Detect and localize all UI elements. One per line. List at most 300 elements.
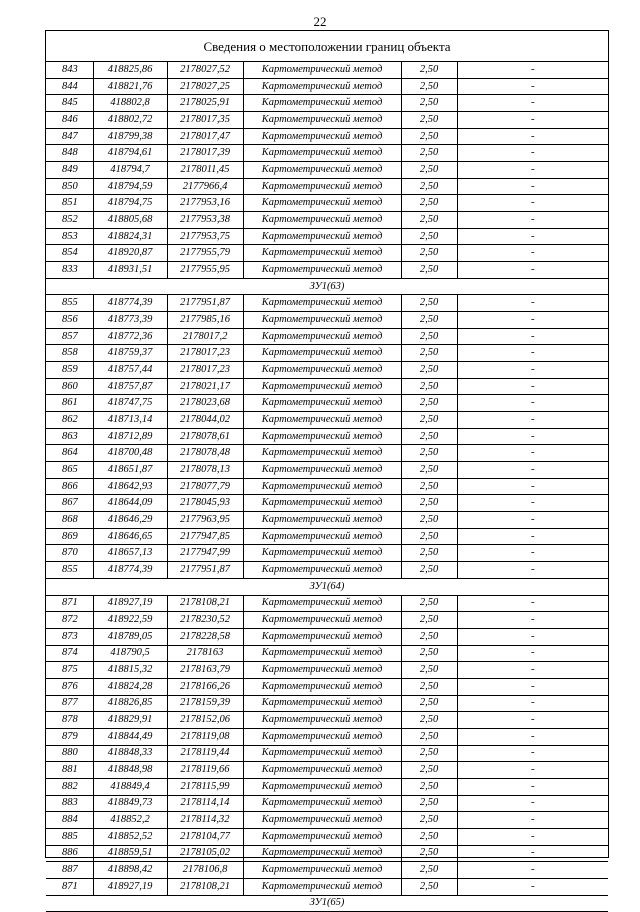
method-cell: Картометрический метод (243, 345, 401, 362)
accuracy-cell: 2,50 (401, 62, 457, 78)
y-coordinate-cell: 2178119,66 (167, 762, 243, 779)
point-number-cell: 858 (46, 345, 93, 362)
table-row (46, 228, 608, 245)
description-cell: - (457, 245, 608, 262)
method-cell: Картометрический метод (243, 228, 401, 245)
x-coordinate-cell: 418927,19 (93, 878, 167, 895)
accuracy-cell: 2,50 (401, 312, 457, 329)
page-number: 22 (313, 14, 327, 29)
y-coordinate-cell: 2178108,21 (167, 595, 243, 612)
description-cell: - (457, 862, 608, 879)
point-number-cell: 845 (46, 95, 93, 112)
table-row (46, 612, 608, 629)
section-header-row (46, 578, 608, 595)
x-coordinate-cell: 418799,38 (93, 128, 167, 145)
description-cell: - (457, 312, 608, 329)
x-coordinate-cell: 418794,7 (93, 162, 167, 179)
x-coordinate-cell: 418848,33 (93, 745, 167, 762)
method-cell: Картометрический метод (243, 612, 401, 629)
table-row (46, 162, 608, 179)
method-cell: Картометрический метод (243, 462, 401, 479)
description-cell: - (457, 545, 608, 562)
y-coordinate-cell: 2178228,58 (167, 628, 243, 645)
description-cell: - (457, 362, 608, 379)
accuracy-cell: 2,50 (401, 195, 457, 212)
description-cell: - (457, 428, 608, 445)
point-number-cell: 880 (46, 745, 93, 762)
point-number-cell: 877 (46, 695, 93, 712)
description-cell: - (457, 612, 608, 629)
y-coordinate-cell: 2178152,06 (167, 712, 243, 729)
table-row (46, 828, 608, 845)
y-coordinate-cell: 2178114,32 (167, 812, 243, 829)
point-number-cell: 864 (46, 445, 93, 462)
y-coordinate-cell: 2177955,79 (167, 245, 243, 262)
accuracy-cell: 2,50 (401, 128, 457, 145)
method-cell: Картометрический метод (243, 212, 401, 229)
description-cell: - (457, 162, 608, 179)
point-number-cell: 872 (46, 612, 93, 629)
x-coordinate-cell: 418927,19 (93, 595, 167, 612)
y-coordinate-cell: 2178106,8 (167, 862, 243, 879)
method-cell: Картометрический метод (243, 428, 401, 445)
description-cell: - (457, 95, 608, 112)
y-coordinate-cell: 2178078,61 (167, 428, 243, 445)
x-coordinate-cell: 418712,89 (93, 428, 167, 445)
method-cell: Картометрический метод (243, 745, 401, 762)
method-cell: Картометрический метод (243, 328, 401, 345)
point-number-cell: 867 (46, 495, 93, 512)
description-cell: - (457, 745, 608, 762)
table-row (46, 712, 608, 729)
point-number-cell: 868 (46, 512, 93, 529)
y-coordinate-cell: 2177985,16 (167, 312, 243, 329)
accuracy-cell: 2,50 (401, 628, 457, 645)
description-cell: - (457, 262, 608, 279)
point-number-cell: 846 (46, 112, 93, 129)
table-row (46, 845, 608, 862)
x-coordinate-cell: 418844,49 (93, 728, 167, 745)
x-coordinate-cell: 418774,39 (93, 295, 167, 312)
x-coordinate-cell: 418852,52 (93, 828, 167, 845)
y-coordinate-cell: 2178021,17 (167, 378, 243, 395)
y-coordinate-cell: 2178078,13 (167, 462, 243, 479)
accuracy-cell: 2,50 (401, 812, 457, 829)
point-number-cell: 850 (46, 178, 93, 195)
accuracy-cell: 2,50 (401, 245, 457, 262)
section-label: ЗУ1(64) (46, 578, 608, 595)
method-cell: Картометрический метод (243, 178, 401, 195)
description-cell: - (457, 412, 608, 429)
y-coordinate-cell: 2178163,79 (167, 662, 243, 679)
method-cell: Картометрический метод (243, 812, 401, 829)
description-cell: - (457, 828, 608, 845)
point-number-cell: 855 (46, 562, 93, 579)
y-coordinate-cell: 2178044,02 (167, 412, 243, 429)
table-row (46, 178, 608, 195)
x-coordinate-cell: 418642,93 (93, 478, 167, 495)
accuracy-cell: 2,50 (401, 845, 457, 862)
point-number-cell: 863 (46, 428, 93, 445)
y-coordinate-cell: 2178104,77 (167, 828, 243, 845)
point-number-cell: 861 (46, 395, 93, 412)
method-cell: Картометрический метод (243, 412, 401, 429)
method-cell: Картометрический метод (243, 695, 401, 712)
x-coordinate-cell: 418713,14 (93, 412, 167, 429)
accuracy-cell: 2,50 (401, 328, 457, 345)
accuracy-cell: 2,50 (401, 162, 457, 179)
description-cell: - (457, 595, 608, 612)
x-coordinate-cell: 418829,91 (93, 712, 167, 729)
coordinates-table (46, 62, 608, 912)
accuracy-cell: 2,50 (401, 228, 457, 245)
accuracy-cell: 2,50 (401, 862, 457, 879)
x-coordinate-cell: 418849,73 (93, 795, 167, 812)
point-number-cell: 871 (46, 595, 93, 612)
method-cell: Картометрический метод (243, 262, 401, 279)
section-header-row (46, 895, 608, 912)
method-cell: Картометрический метод (243, 795, 401, 812)
description-cell: - (457, 812, 608, 829)
accuracy-cell: 2,50 (401, 662, 457, 679)
point-number-cell: 878 (46, 712, 93, 729)
description-cell: - (457, 495, 608, 512)
x-coordinate-cell: 418657,13 (93, 545, 167, 562)
table-row (46, 195, 608, 212)
description-cell: - (457, 762, 608, 779)
point-number-cell: 876 (46, 678, 93, 695)
method-cell: Картометрический метод (243, 528, 401, 545)
accuracy-cell: 2,50 (401, 412, 457, 429)
description-cell: - (457, 212, 608, 229)
table-row (46, 695, 608, 712)
x-coordinate-cell: 418700,48 (93, 445, 167, 462)
y-coordinate-cell: 2177951,87 (167, 295, 243, 312)
accuracy-cell: 2,50 (401, 728, 457, 745)
accuracy-cell: 2,50 (401, 395, 457, 412)
point-number-cell: 875 (46, 662, 93, 679)
point-number-cell: 844 (46, 78, 93, 95)
point-number-cell: 885 (46, 828, 93, 845)
description-cell: - (457, 228, 608, 245)
method-cell: Картометрический метод (243, 312, 401, 329)
accuracy-cell: 2,50 (401, 795, 457, 812)
table-row (46, 262, 608, 279)
y-coordinate-cell: 2178108,21 (167, 878, 243, 895)
description-cell: - (457, 662, 608, 679)
method-cell: Картометрический метод (243, 395, 401, 412)
description-cell: - (457, 395, 608, 412)
table-row (46, 295, 608, 312)
description-cell: - (457, 178, 608, 195)
description-cell: - (457, 712, 608, 729)
y-coordinate-cell: 2178077,79 (167, 478, 243, 495)
table-row (46, 728, 608, 745)
method-cell: Картометрический метод (243, 445, 401, 462)
accuracy-cell: 2,50 (401, 95, 457, 112)
point-number-cell: 881 (46, 762, 93, 779)
table-row (46, 462, 608, 479)
table-row (46, 478, 608, 495)
point-number-cell: 854 (46, 245, 93, 262)
x-coordinate-cell: 418849,4 (93, 778, 167, 795)
table-row (46, 362, 608, 379)
accuracy-cell: 2,50 (401, 645, 457, 662)
x-coordinate-cell: 418759,37 (93, 345, 167, 362)
table-row (46, 778, 608, 795)
y-coordinate-cell: 2178027,25 (167, 78, 243, 95)
method-cell: Картометрический метод (243, 145, 401, 162)
description-cell: - (457, 462, 608, 479)
table-row (46, 412, 608, 429)
y-coordinate-cell: 2177953,38 (167, 212, 243, 229)
description-cell: - (457, 128, 608, 145)
description-cell: - (457, 778, 608, 795)
method-cell: Картометрический метод (243, 878, 401, 895)
point-number-cell: 870 (46, 545, 93, 562)
x-coordinate-cell: 418646,29 (93, 512, 167, 529)
description-cell: - (457, 878, 608, 895)
x-coordinate-cell: 418825,86 (93, 62, 167, 78)
point-number-cell: 873 (46, 628, 93, 645)
point-number-cell: 866 (46, 478, 93, 495)
method-cell: Картометрический метод (243, 628, 401, 645)
y-coordinate-cell: 2178017,47 (167, 128, 243, 145)
accuracy-cell: 2,50 (401, 878, 457, 895)
method-cell: Картометрический метод (243, 128, 401, 145)
y-coordinate-cell: 2178045,93 (167, 495, 243, 512)
point-number-cell: 843 (46, 62, 93, 78)
point-number-cell: 848 (46, 145, 93, 162)
x-coordinate-cell: 418802,72 (93, 112, 167, 129)
table-row (46, 745, 608, 762)
x-coordinate-cell: 418824,31 (93, 228, 167, 245)
x-coordinate-cell: 418794,59 (93, 178, 167, 195)
y-coordinate-cell: 2178163 (167, 645, 243, 662)
method-cell: Картометрический метод (243, 545, 401, 562)
accuracy-cell: 2,50 (401, 495, 457, 512)
y-coordinate-cell: 2178025,91 (167, 95, 243, 112)
table-row (46, 128, 608, 145)
description-cell: - (457, 628, 608, 645)
table-row (46, 345, 608, 362)
table-row (46, 95, 608, 112)
y-coordinate-cell: 2178027,52 (167, 62, 243, 78)
method-cell: Картометрический метод (243, 562, 401, 579)
point-number-cell: 862 (46, 412, 93, 429)
description-cell: - (457, 528, 608, 545)
method-cell: Картометрический метод (243, 95, 401, 112)
x-coordinate-cell: 418802,8 (93, 95, 167, 112)
coordinates-table-frame (45, 30, 609, 909)
point-number-cell: 865 (46, 462, 93, 479)
method-cell: Картометрический метод (243, 362, 401, 379)
table-row (46, 645, 608, 662)
point-number-cell: 851 (46, 195, 93, 212)
x-coordinate-cell: 418852,2 (93, 812, 167, 829)
accuracy-cell: 2,50 (401, 362, 457, 379)
accuracy-cell: 2,50 (401, 462, 457, 479)
y-coordinate-cell: 2177963,95 (167, 512, 243, 529)
point-number-cell: 879 (46, 728, 93, 745)
description-cell: - (457, 295, 608, 312)
method-cell: Картометрический метод (243, 762, 401, 779)
y-coordinate-cell: 2177953,75 (167, 228, 243, 245)
method-cell: Картометрический метод (243, 495, 401, 512)
y-coordinate-cell: 2178105,02 (167, 845, 243, 862)
table-row (46, 795, 608, 812)
point-number-cell: 883 (46, 795, 93, 812)
y-coordinate-cell: 2177947,85 (167, 528, 243, 545)
accuracy-cell: 2,50 (401, 78, 457, 95)
method-cell: Картометрический метод (243, 828, 401, 845)
method-cell: Картометрический метод (243, 378, 401, 395)
method-cell: Картометрический метод (243, 678, 401, 695)
accuracy-cell: 2,50 (401, 178, 457, 195)
method-cell: Картометрический метод (243, 78, 401, 95)
x-coordinate-cell: 418824,28 (93, 678, 167, 695)
description-cell: - (457, 795, 608, 812)
description-cell: - (457, 378, 608, 395)
accuracy-cell: 2,50 (401, 512, 457, 529)
description-cell: - (457, 512, 608, 529)
method-cell: Картометрический метод (243, 595, 401, 612)
accuracy-cell: 2,50 (401, 745, 457, 762)
accuracy-cell: 2,50 (401, 295, 457, 312)
table-row (46, 512, 608, 529)
y-coordinate-cell: 2177953,16 (167, 195, 243, 212)
x-coordinate-cell: 418644,09 (93, 495, 167, 512)
table-row (46, 545, 608, 562)
table-row (46, 78, 608, 95)
table-row (46, 678, 608, 695)
y-coordinate-cell: 2177947,99 (167, 545, 243, 562)
accuracy-cell: 2,50 (401, 712, 457, 729)
method-cell: Картометрический метод (243, 62, 401, 78)
point-number-cell: 887 (46, 862, 93, 879)
y-coordinate-cell: 2177955,95 (167, 262, 243, 279)
x-coordinate-cell: 418922,59 (93, 612, 167, 629)
x-coordinate-cell: 418821,76 (93, 78, 167, 95)
point-number-cell: 857 (46, 328, 93, 345)
table-row (46, 395, 608, 412)
accuracy-cell: 2,50 (401, 378, 457, 395)
x-coordinate-cell: 418646,65 (93, 528, 167, 545)
method-cell: Картометрический метод (243, 195, 401, 212)
table-row (46, 328, 608, 345)
table-row (46, 762, 608, 779)
point-number-cell: 886 (46, 845, 93, 862)
x-coordinate-cell: 418794,75 (93, 195, 167, 212)
section-label: ЗУ1(63) (46, 278, 608, 295)
x-coordinate-cell: 418920,87 (93, 245, 167, 262)
description-cell: - (457, 112, 608, 129)
method-cell: Картометрический метод (243, 245, 401, 262)
y-coordinate-cell: 2178017,23 (167, 345, 243, 362)
description-cell: - (457, 478, 608, 495)
accuracy-cell: 2,50 (401, 778, 457, 795)
table-row (46, 528, 608, 545)
accuracy-cell: 2,50 (401, 262, 457, 279)
table-row (46, 428, 608, 445)
point-number-cell: 882 (46, 778, 93, 795)
x-coordinate-cell: 418773,39 (93, 312, 167, 329)
accuracy-cell: 2,50 (401, 562, 457, 579)
table-row (46, 245, 608, 262)
description-cell: - (457, 695, 608, 712)
accuracy-cell: 2,50 (401, 678, 457, 695)
y-coordinate-cell: 2178017,35 (167, 112, 243, 129)
point-number-cell: 859 (46, 362, 93, 379)
description-cell: - (457, 62, 608, 78)
y-coordinate-cell: 2178115,99 (167, 778, 243, 795)
method-cell: Картометрический метод (243, 162, 401, 179)
table-row (46, 112, 608, 129)
y-coordinate-cell: 2178159,39 (167, 695, 243, 712)
x-coordinate-cell: 418898,42 (93, 862, 167, 879)
accuracy-cell: 2,50 (401, 345, 457, 362)
y-coordinate-cell: 2178023,68 (167, 395, 243, 412)
point-number-cell: 884 (46, 812, 93, 829)
x-coordinate-cell: 418651,87 (93, 462, 167, 479)
y-coordinate-cell: 2178230,52 (167, 612, 243, 629)
x-coordinate-cell: 418859,51 (93, 845, 167, 862)
y-coordinate-cell: 2178078,48 (167, 445, 243, 462)
y-coordinate-cell: 2177951,87 (167, 562, 243, 579)
table-row (46, 662, 608, 679)
description-cell: - (457, 145, 608, 162)
table-row (46, 312, 608, 329)
accuracy-cell: 2,50 (401, 445, 457, 462)
method-cell: Картометрический метод (243, 778, 401, 795)
accuracy-cell: 2,50 (401, 828, 457, 845)
x-coordinate-cell: 418805,68 (93, 212, 167, 229)
table-row (46, 445, 608, 462)
description-cell: - (457, 678, 608, 695)
x-coordinate-cell: 418774,39 (93, 562, 167, 579)
table-row (46, 562, 608, 579)
table-row (46, 628, 608, 645)
accuracy-cell: 2,50 (401, 478, 457, 495)
x-coordinate-cell: 418789,05 (93, 628, 167, 645)
y-coordinate-cell: 2177966,4 (167, 178, 243, 195)
method-cell: Картометрический метод (243, 662, 401, 679)
y-coordinate-cell: 2178166,26 (167, 678, 243, 695)
point-number-cell: 855 (46, 295, 93, 312)
y-coordinate-cell: 2178119,44 (167, 745, 243, 762)
accuracy-cell: 2,50 (401, 695, 457, 712)
point-number-cell: 869 (46, 528, 93, 545)
point-number-cell: 856 (46, 312, 93, 329)
accuracy-cell: 2,50 (401, 595, 457, 612)
description-cell: - (457, 78, 608, 95)
x-coordinate-cell: 418794,61 (93, 145, 167, 162)
accuracy-cell: 2,50 (401, 612, 457, 629)
x-coordinate-cell: 418747,75 (93, 395, 167, 412)
table-row (46, 495, 608, 512)
x-coordinate-cell: 418757,44 (93, 362, 167, 379)
x-coordinate-cell: 418826,85 (93, 695, 167, 712)
method-cell: Картометрический метод (243, 112, 401, 129)
accuracy-cell: 2,50 (401, 545, 457, 562)
point-number-cell: 860 (46, 378, 93, 395)
table-row (46, 378, 608, 395)
method-cell: Картометрический метод (243, 645, 401, 662)
table-row (46, 212, 608, 229)
y-coordinate-cell: 2178017,23 (167, 362, 243, 379)
y-coordinate-cell: 2178011,45 (167, 162, 243, 179)
description-cell: - (457, 345, 608, 362)
